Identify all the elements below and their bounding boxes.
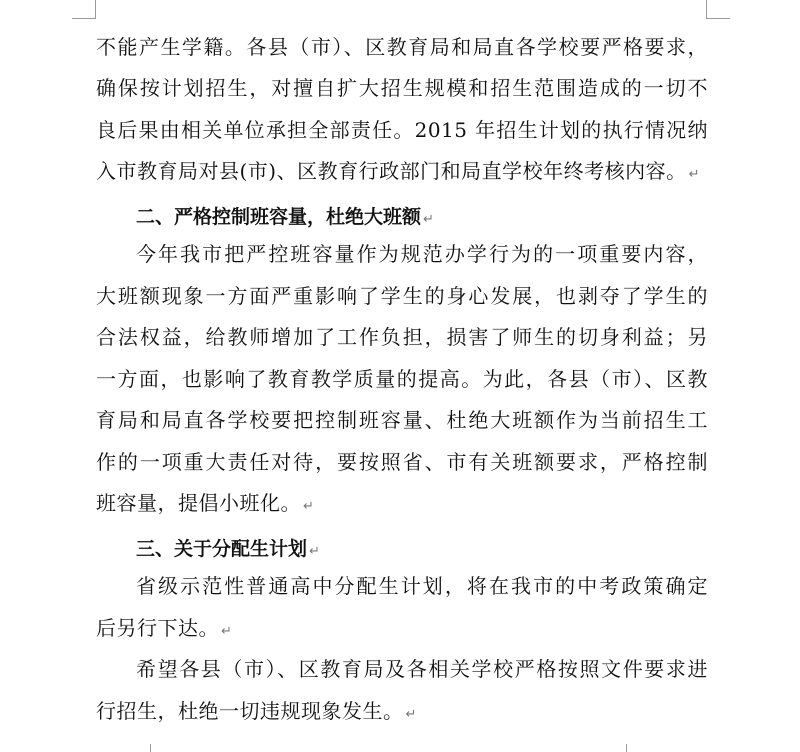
paragraph-2-line-4: 一方面，也影响了教育教学质量的提高。为此，各县（市）、区教 xyxy=(96,367,708,391)
paragraph-mark-icon: ↵ xyxy=(405,707,417,722)
paragraph-2-line-2: 大班额现象一方面严重影响了学生的身心发展，也剥夺了学生的 xyxy=(96,284,708,308)
paragraph-2-line-6: 作的一项重大责任对待，要按照省、市有关班额要求，严格控制 xyxy=(96,450,708,474)
margin-mark-top-left-h xyxy=(72,18,96,19)
section-heading-2-text: 二、严格控制班容量，杜绝大班额 xyxy=(136,206,422,228)
paragraph-1-line-4-text: 入市教育局对县(市)、区教育行政部门和局直学校年终考核内容。 xyxy=(96,159,687,183)
margin-mark-top-right xyxy=(706,0,707,18)
section-heading-2 xyxy=(136,203,434,234)
paragraph-2-line-1: 今年我市把严控班容量作为规范办学行为的一项重要内容， xyxy=(136,242,708,266)
paragraph-4-line-1: 希望各县（市）、区教育局及各相关学校严格按照文件要求进 xyxy=(136,657,708,681)
paragraph-mark-icon: ↵ xyxy=(688,167,701,182)
margin-mark-top-left xyxy=(95,0,96,18)
paragraph-4-line-2-text: 行招生，杜绝一切违规现象发生。 xyxy=(96,699,404,723)
paragraph-3-line-1: 省级示范性普通高中分配生计划，将在我市的中考政策确定 xyxy=(136,574,708,598)
paragraph-2-line-7-text: 班容量，提倡小班化。 xyxy=(96,491,301,515)
paragraph-mark-icon: ↵ xyxy=(309,544,320,559)
paragraph-4-line-2 xyxy=(96,697,708,727)
paragraph-2-line-5: 育局和局直各学校要把控制班容量、杜绝大班额作为当前招生工 xyxy=(96,408,708,432)
paragraph-2-line-7 xyxy=(96,489,708,519)
paragraph-1-line-3: 良后果由相关单位承担全部责任。2015 年招生计划的执行情况纳 xyxy=(96,118,708,142)
section-heading-3-text: 三、关于分配生计划 xyxy=(136,538,308,560)
paragraph-3-line-2 xyxy=(96,614,708,644)
paragraph-1-line-2: 确保按计划招生，对擅自扩大招生规模和招生范围造成的一切不 xyxy=(96,76,708,100)
margin-mark-top-right-h xyxy=(706,18,730,19)
paragraph-1-line-1: 不能产生学籍。各县（市）、区教育局和局直各学校要严格要求， xyxy=(96,35,708,59)
margin-mark-bottom-right xyxy=(626,744,627,752)
paragraph-mark-icon: ↵ xyxy=(221,624,233,639)
section-heading-3 xyxy=(136,535,320,566)
paragraph-3-line-2-text: 后另行下达。 xyxy=(96,616,219,640)
paragraph-2-line-3: 合法权益，给教师增加了工作负担，损害了师生的切身利益；另 xyxy=(96,325,708,349)
paragraph-1-line-4 xyxy=(96,157,708,187)
margin-mark-bottom-left xyxy=(150,744,151,752)
paragraph-mark-icon: ↵ xyxy=(303,499,315,514)
paragraph-mark-icon: ↵ xyxy=(423,212,434,227)
